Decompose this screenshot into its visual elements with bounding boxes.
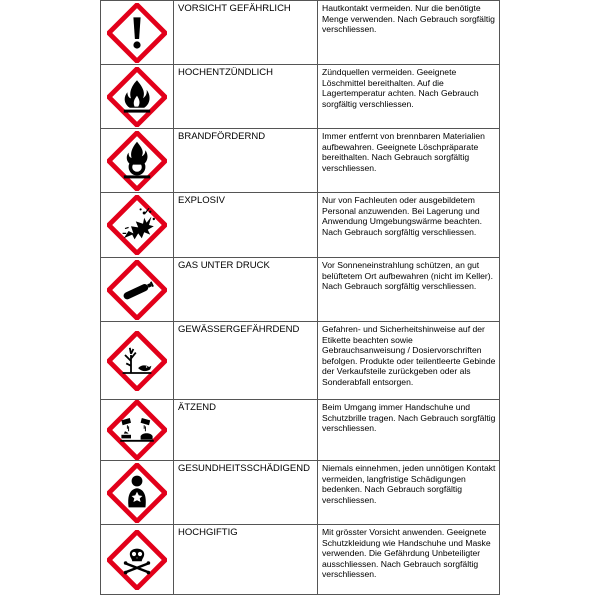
hazard-name: EXPLOSIV — [174, 193, 318, 258]
hazard-name: VORSICHT GEFÄHRLICH — [174, 1, 318, 65]
hazard-name: BRANDFÖRDERND — [174, 129, 318, 193]
pictogram-cell — [101, 1, 174, 65]
table-row — [101, 193, 500, 258]
hazard-description: Hautkontakt vermeiden. Nur die benötigte Menge verwenden. Nach Gebrauch sorgfältig verschliessen. — [318, 1, 500, 65]
hazard-symbol-table — [100, 0, 500, 595]
table-row — [101, 258, 500, 322]
hazard-description: Nur von Fachleuten oder ausgebildetem Personal anzuwenden. Bei Lagerung und Anwendung Umgebungswärme beachten. Nach Gebrauch sorgfältig verschliessen. — [318, 193, 500, 258]
pictogram-cell — [101, 322, 174, 400]
hazard-name: GAS UNTER DRUCK — [174, 258, 318, 322]
table-row — [101, 65, 500, 129]
pictogram-cell — [101, 65, 174, 129]
hazard-description: Zündquellen vermeiden. Geeignete Löschmittel bereithalten. Auf die Lagertemperatur achten. Nach Gebrauch sorgfältig verschliessen. — [318, 65, 500, 129]
hazard-name: GEWÄSSERGEFÄHRDEND — [174, 322, 318, 400]
hazard-name: ÄTZEND — [174, 400, 318, 461]
pictogram-cell — [101, 400, 174, 461]
pictogram-cell — [101, 193, 174, 258]
pictogram-cell — [101, 461, 174, 525]
hazard-description: Vor Sonneneinstrahlung schützen, an gut belüftetem Ort aufbewahren (nicht im Keller). Nach Gebrauch sorgfältig verschliessen. — [318, 258, 500, 322]
table-row — [101, 461, 500, 525]
gas-cylinder-icon — [107, 260, 167, 320]
hazard-description: Gefahren- und Sicherheitshinweise auf der Etikette beachten sowie Gebrauchsanweisung / Dosiervorschriften befolgen. Produkte oder teilentleerte Gebinde der Verkaufsteile zurückgeben oder als Sonderabfall entsorgen. — [318, 322, 500, 400]
table-row — [101, 129, 500, 193]
hazard-description: Immer entfernt von brennbaren Materialien aufbewahren. Geeignete Löschpräparate bereithalten. Nach Gebrauch sorgfältig verschliessen. — [318, 129, 500, 193]
table-row — [101, 400, 500, 461]
flame-icon — [107, 67, 167, 127]
hazard-description: Beim Umgang immer Handschuhe und Schutzbrille tragen. Nach Gebrauch sorgfältig verschliessen. — [318, 400, 500, 461]
hazard-name: HOCHGIFTIG — [174, 525, 318, 595]
environment-icon — [107, 331, 167, 391]
table-row — [101, 322, 500, 400]
table-row — [101, 1, 500, 65]
exploding-bomb-icon — [107, 195, 167, 255]
hazard-description: Niemals einnehmen, jeden unnötigen Kontakt vermeiden, langfristige Schädigungen bedenken. Nach Gebrauch sorgfältig verschliessen. — [318, 461, 500, 525]
corrosion-icon — [107, 400, 167, 460]
exclamation-mark-icon — [107, 3, 167, 63]
pictogram-cell — [101, 129, 174, 193]
pictogram-cell — [101, 258, 174, 322]
hazard-name: HOCHENTZÜNDLICH — [174, 65, 318, 129]
pictogram-cell — [101, 525, 174, 595]
health-hazard-icon — [107, 463, 167, 523]
hazard-name: GESUNDHEITSSCHÄDIGEND — [174, 461, 318, 525]
table-row — [101, 525, 500, 595]
flame-over-circle-icon — [107, 131, 167, 191]
skull-crossbones-icon — [107, 530, 167, 590]
hazard-description: Mit grösster Vorsicht anwenden. Geeignete Schutzkleidung wie Handschuhe und Maske verwenden. Die Gefährdung Unbeteiligter ausschliessen. Nach Gebrauch sorgfältig verschliessen. — [318, 525, 500, 595]
